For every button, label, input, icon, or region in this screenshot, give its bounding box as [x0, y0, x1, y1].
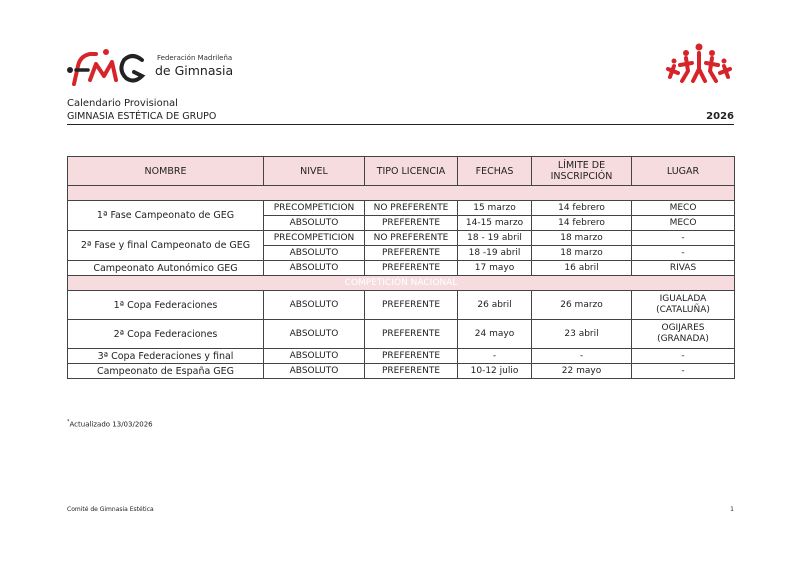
- document-year: 2026: [706, 111, 734, 122]
- update-note: [67, 419, 153, 428]
- cell-nivel: ABSOLUTO: [264, 261, 365, 276]
- cell-lugar: MECO: [632, 216, 735, 231]
- cell-licencia: PREFERENTE: [365, 349, 458, 364]
- cell-fechas: 18 - 19 abril: [458, 231, 532, 246]
- cell-nivel: PRECOMPETICION: [264, 201, 365, 216]
- cell-limite: 14 febrero: [532, 216, 632, 231]
- cell-nivel: ABSOLUTO: [264, 246, 365, 261]
- cell-limite: 23 abril: [532, 320, 632, 349]
- col-header-fechas: FECHAS: [458, 157, 532, 186]
- cell-nombre: 1ª Fase Campeonato de GEG: [68, 201, 264, 231]
- cell-fechas: 18 -19 abril: [458, 246, 532, 261]
- cell-lugar: -: [632, 349, 735, 364]
- gymnasts-logo: [664, 41, 734, 85]
- table-row: [68, 261, 735, 276]
- cell-nivel: ABSOLUTO: [264, 349, 365, 364]
- cell-nivel: ABSOLUTO: [264, 216, 365, 231]
- cell-lugar: -: [632, 246, 735, 261]
- cell-lugar: RIVAS: [632, 261, 735, 276]
- note-mark: *: [67, 419, 70, 425]
- section-separator-row: [68, 186, 735, 201]
- cell-nombre: 2ª Copa Federaciones: [68, 320, 264, 349]
- footer-committee: Comité de Gimnasia Estética: [67, 506, 154, 513]
- header-rule: [67, 124, 734, 125]
- cell-nivel: ABSOLUTO: [264, 320, 365, 349]
- cell-licencia: PREFERENTE: [365, 320, 458, 349]
- table-row: [68, 231, 735, 246]
- lugar-line1: IGUALADA: [659, 294, 707, 304]
- cell-limite: 14 febrero: [532, 201, 632, 216]
- cell-licencia: PREFERENTE: [365, 291, 458, 320]
- calendar-table: [67, 156, 735, 379]
- section-label-nacional: COMPETICIÓN NACIONAL: [68, 276, 735, 291]
- table-header-row: [68, 157, 735, 186]
- cell-fechas: 14-15 marzo: [458, 216, 532, 231]
- section-row-nacional: [68, 276, 735, 291]
- cell-nombre: 1ª Copa Federaciones: [68, 291, 264, 320]
- cell-licencia: PREFERENTE: [365, 216, 458, 231]
- table-row: [68, 201, 735, 216]
- lugar-line1: OGIJARES: [661, 323, 705, 333]
- fmg-logo: [66, 44, 234, 88]
- cell-nombre: Campeonato de España GEG: [68, 364, 264, 379]
- table-row: [68, 364, 735, 379]
- col-header-lugar: LUGAR: [632, 157, 735, 186]
- cell-licencia: PREFERENTE: [365, 364, 458, 379]
- cell-licencia: PREFERENTE: [365, 261, 458, 276]
- document-title: Calendario Provisional: [67, 98, 178, 109]
- cell-licencia: NO PREFERENTE: [365, 201, 458, 216]
- cell-nombre: 3ª Copa Federaciones y final: [68, 349, 264, 364]
- lugar-line2: (GRANADA): [657, 334, 709, 344]
- cell-lugar: [632, 291, 735, 320]
- lugar-line2: (CATALUÑA): [656, 305, 710, 315]
- cell-lugar: -: [632, 231, 735, 246]
- cell-limite: 16 abril: [532, 261, 632, 276]
- cell-lugar: [632, 320, 735, 349]
- cell-nivel: ABSOLUTO: [264, 364, 365, 379]
- cell-limite: 26 marzo: [532, 291, 632, 320]
- note-text: Actualizado 13/03/2026: [69, 420, 153, 429]
- cell-nivel: ABSOLUTO: [264, 291, 365, 320]
- cell-nombre: Campeonato Autonómico GEG: [68, 261, 264, 276]
- col-header-nivel: NIVEL: [264, 157, 365, 186]
- cell-limite: -: [532, 349, 632, 364]
- fmg-logo-mark: [66, 44, 152, 88]
- table-row: [68, 320, 735, 349]
- cell-limite: 18 marzo: [532, 231, 632, 246]
- cell-nivel: PRECOMPETICION: [264, 231, 365, 246]
- col-header-tipo-licencia: TIPO LICENCIA: [365, 157, 458, 186]
- table-row: [68, 291, 735, 320]
- cell-lugar: -: [632, 364, 735, 379]
- cell-nombre: 2ª Fase y final Campeonato de GEG: [68, 231, 264, 261]
- cell-fechas: 26 abril: [458, 291, 532, 320]
- cell-fechas: 15 marzo: [458, 201, 532, 216]
- cell-fechas: 17 mayo: [458, 261, 532, 276]
- org-name-line1: Federación Madrileña: [157, 54, 233, 62]
- footer-page-number: 1: [730, 506, 734, 513]
- section-separator: [68, 186, 735, 201]
- cell-limite: 18 marzo: [532, 246, 632, 261]
- cell-licencia: NO PREFERENTE: [365, 231, 458, 246]
- table-row: [68, 349, 735, 364]
- col-header-nombre: NOMBRE: [68, 157, 264, 186]
- cell-lugar: MECO: [632, 201, 735, 216]
- org-name-line2: de Gimnasia: [155, 63, 234, 78]
- col-header-limite-inscripcion: LÍMITE DE INSCRIPCIÓN: [532, 157, 632, 186]
- document-subtitle: GIMNASIA ESTÉTICA DE GRUPO: [67, 111, 217, 122]
- cell-fechas: -: [458, 349, 532, 364]
- cell-fechas: 24 mayo: [458, 320, 532, 349]
- cell-limite: 22 mayo: [532, 364, 632, 379]
- cell-fechas: 10-12 julio: [458, 364, 532, 379]
- gymnasts-logo-mark: [664, 41, 734, 85]
- cell-licencia: PREFERENTE: [365, 246, 458, 261]
